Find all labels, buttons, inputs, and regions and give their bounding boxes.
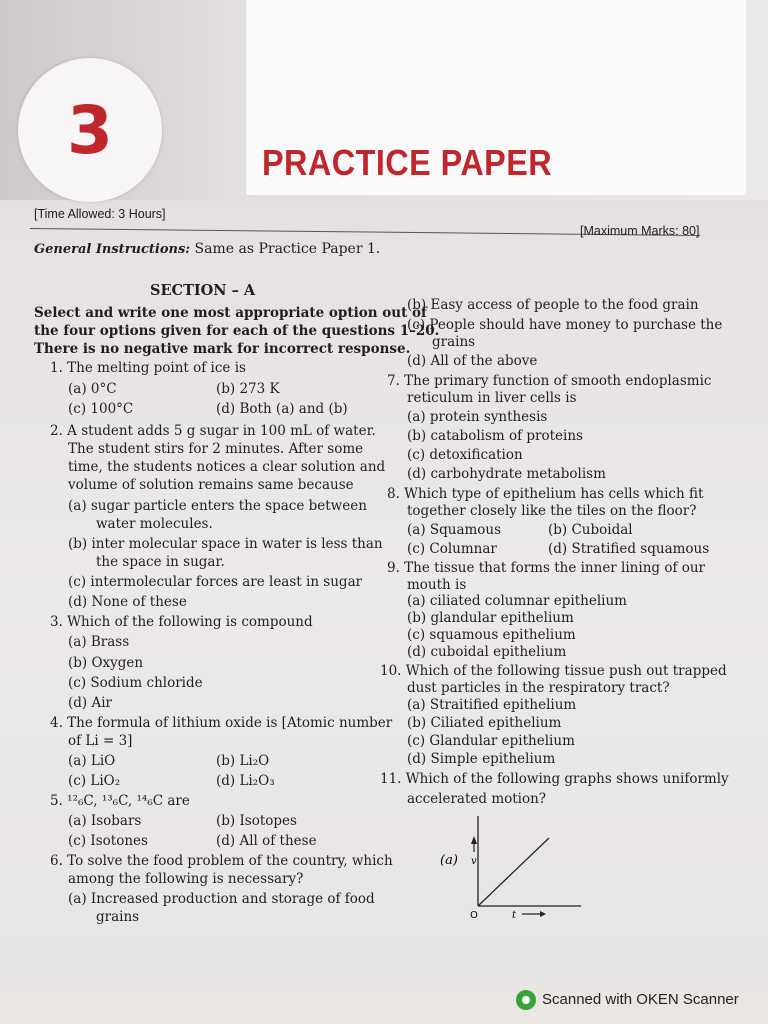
maximum-marks: [Maximum Marks: 80] <box>580 224 700 238</box>
option-text: grains <box>96 909 140 925</box>
instructions-text: Same as Practice Paper 1. <box>194 241 381 257</box>
option: (d) Li₂O₃ <box>216 773 275 789</box>
origin-label: O <box>470 910 478 921</box>
option: (d) Both (a) and (b) <box>216 401 348 417</box>
option: (b) catabolism of proteins <box>407 428 583 444</box>
option: (c) LiO₂ <box>68 773 121 789</box>
option: (c) People should have money to purchase the <box>407 317 723 333</box>
page-title: PRACTICE PAPER <box>262 142 553 183</box>
scanner-text: Scanned with OKEN Scanner <box>542 990 739 1008</box>
x-arrow-icon <box>540 911 546 917</box>
question-text: of Li = 3] <box>68 733 133 749</box>
option-text: grains <box>432 334 476 350</box>
option: (c) 100°C <box>68 401 134 417</box>
general-instructions <box>34 241 380 257</box>
section-intro-line: There is no negative mark for incorrect response. <box>34 341 411 357</box>
option: (d) Stratified squamous <box>548 541 710 557</box>
scanner-watermark <box>516 990 739 1010</box>
instructions-label: General Instructions: <box>34 242 191 257</box>
option: (b) Isotopes <box>216 813 297 829</box>
option: (a) ciliated columnar epithelium <box>407 593 627 609</box>
question-text: among the following is necessary? <box>68 871 304 887</box>
question-text: together closely like the tiles on the floor? <box>407 503 697 519</box>
question-11: 11. Which of the following graphs shows uniformly <box>380 771 729 787</box>
option: (b) Oxygen <box>68 655 144 671</box>
option: (a) LiO <box>68 753 116 769</box>
question-text: reticulum in liver cells is <box>407 390 577 406</box>
option: (b) Li₂O <box>216 753 270 769</box>
option-text: the space in sugar. <box>96 554 225 570</box>
option: (a) Increased production and storage of food <box>68 891 375 907</box>
graph-line <box>478 838 549 906</box>
question-text: The student stirs for 2 minutes. After some <box>68 441 364 457</box>
question-4: 4. The formula of lithium oxide is [Atomic number <box>50 715 393 731</box>
option: (a) Straitified epithelium <box>407 697 577 713</box>
x-axis-label: t <box>512 910 517 921</box>
option: (c) Glandular epithelium <box>407 733 575 749</box>
option: (b) Easy access of people to the food grain <box>407 297 699 313</box>
option: (c) detoxification <box>407 447 523 463</box>
option: (b) Ciliated epithelium <box>407 715 562 731</box>
question-7: 7. The primary function of smooth endoplasmic <box>387 373 712 389</box>
section-intro-line: Select and write one most appropriate option out of <box>34 305 427 321</box>
option-text: water molecules. <box>96 516 213 532</box>
option: (d) carbohydrate metabolism <box>407 466 606 482</box>
y-arrow-icon <box>471 836 477 844</box>
option: (a) protein synthesis <box>407 409 548 425</box>
time-allowed: [Time Allowed: 3 Hours] <box>34 207 166 221</box>
option: (b) inter molecular space in water is less than <box>68 536 383 552</box>
option: (a) Brass <box>68 634 130 650</box>
question-text: volume of solution remains same because <box>68 477 354 493</box>
section-intro-line: the four options given for each of the questions 1–20. <box>34 323 440 339</box>
option: (c) squamous epithelium <box>407 627 576 643</box>
question-6: 6. To solve the food problem of the country, which <box>50 853 393 869</box>
option: (a) Isobars <box>68 813 142 829</box>
oken-scanner-logo-icon <box>516 990 536 1010</box>
option: (d) None of these <box>68 594 187 610</box>
option: (d) All of the above <box>407 353 538 369</box>
option: (d) All of these <box>216 833 317 849</box>
question-text: dust particles in the respiratory tract? <box>407 680 670 696</box>
section-title: SECTION – A <box>150 282 256 299</box>
option: (c) Isotones <box>68 833 148 849</box>
y-axis-label: v <box>471 856 477 867</box>
question-3: 3. Which of the following is compound <box>50 614 313 630</box>
option: (d) Air <box>68 695 112 711</box>
option: (c) intermolecular forces are least in sugar <box>68 574 363 590</box>
question-2: 2. A student adds 5 g sugar in 100 mL of water. <box>50 423 376 439</box>
question-9: 9. The tissue that forms the inner lining of our <box>387 560 706 576</box>
question-text: time, the students notices a clear solution and <box>68 459 386 475</box>
option: (a) sugar particle enters the space between <box>68 498 367 514</box>
option: (b) glandular epithelium <box>407 610 574 626</box>
question-text: mouth is <box>407 577 467 593</box>
option: (c) Columnar <box>407 541 497 557</box>
option: (a) 0°C <box>68 381 117 397</box>
question-text: accelerated motion? <box>407 791 547 807</box>
option: (c) Sodium chloride <box>68 675 203 691</box>
option: (d) cuboidal epithelium <box>407 644 567 660</box>
question-5: 5. ¹²₆C, ¹³₆C, ¹⁴₆C are <box>50 793 190 809</box>
option: (b) Cuboidal <box>548 522 633 538</box>
question-1: 1. The melting point of ice is <box>50 360 246 376</box>
question-8: 8. Which type of epithelium has cells which fit <box>387 486 704 502</box>
paper-number: 3 <box>67 92 113 169</box>
question-10: 10. Which of the following tissue push out trapped <box>380 663 727 679</box>
paper-number-badge <box>18 58 162 202</box>
option: (d) Simple epithelium <box>407 751 556 767</box>
option: (a) Squamous <box>407 522 502 538</box>
velocity-time-graph <box>436 806 586 926</box>
graph-label: (a) <box>440 853 458 868</box>
option: (b) 273 K <box>216 381 280 397</box>
